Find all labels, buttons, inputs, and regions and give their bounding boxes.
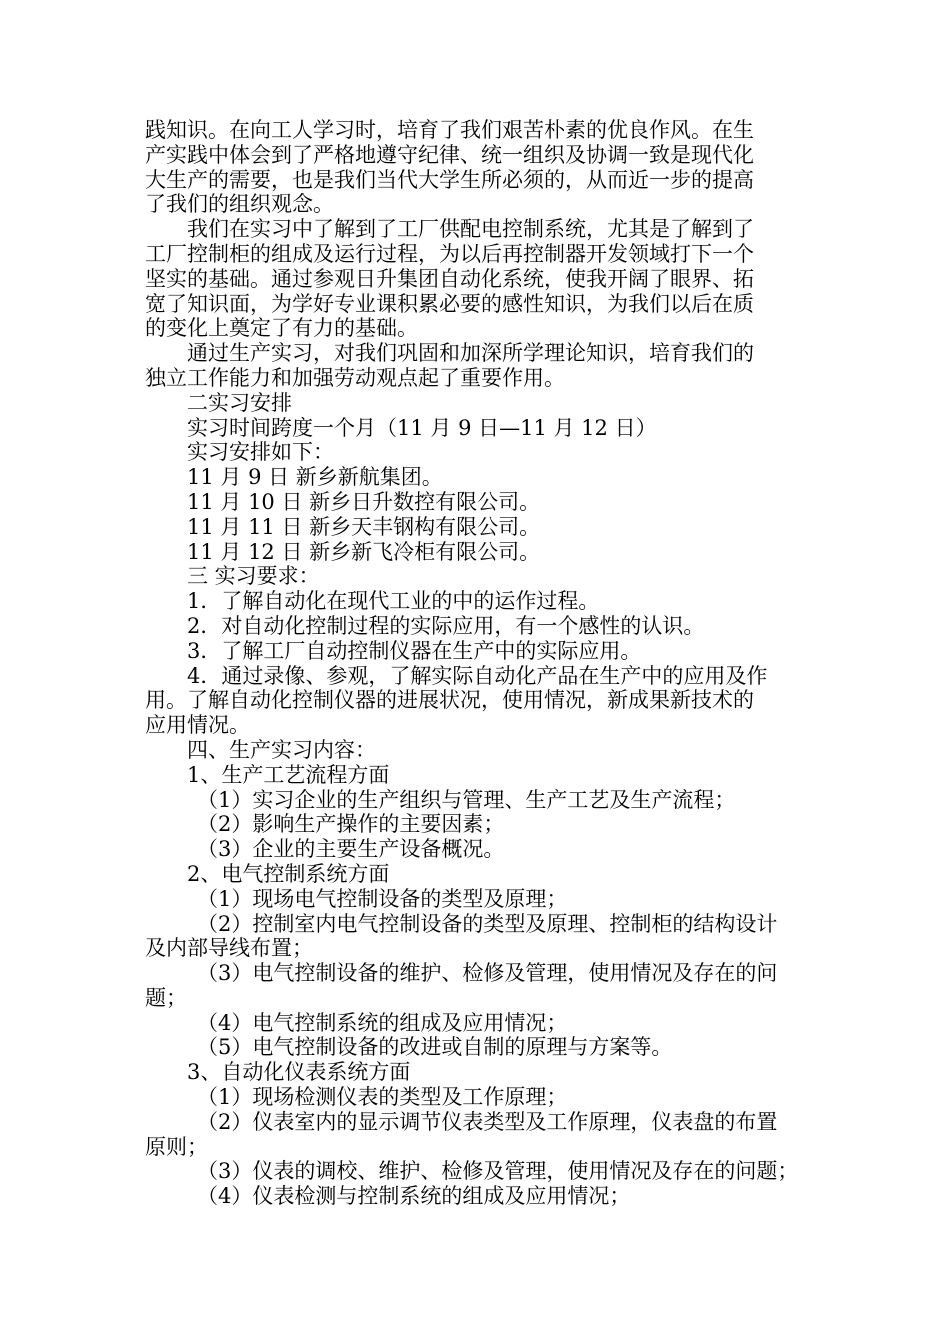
text-line: 大生产的需要，也是我们当代大学生所必须的，从而近一步的提高 — [145, 167, 754, 192]
text-line: 11 月 12 日 新乡新飞冷柜有限公司。 — [187, 539, 541, 564]
text-line: 宽了知识面，为学好专业课积累必要的感性知识，为我们以后在质 — [145, 291, 754, 316]
text-line: （1）现场检测仪表的类型及工作原理； — [197, 1085, 568, 1110]
text-line: 应用情况。 — [145, 713, 250, 738]
text-line: 坚实的基础。通过参观日升集团自动化系统，使我开阔了眼界、拓 — [145, 266, 754, 291]
text-line: 实习时间跨度一个月（11 月 9 日—11 月 12 日） — [187, 415, 657, 440]
text-line: 三 实习要求： — [187, 564, 320, 589]
text-line: 11 月 9 日 新乡新航集团。 — [187, 465, 443, 490]
text-line: 践知识。在向工人学习时，培育了我们艰苦朴素的优良作风。在生 — [145, 118, 754, 142]
text-line: 原则； — [145, 1134, 208, 1159]
text-line: 了我们的组织观念。 — [145, 192, 334, 217]
text-line: 1、生产工艺流程方面 — [187, 762, 390, 787]
text-line: 11 月 11 日 新乡天丰钢构有限公司。 — [187, 514, 541, 539]
text-line: 2、电气控制系统方面 — [187, 861, 390, 886]
text-line: 实习安排如下： — [187, 440, 334, 465]
text-line: （1）现场电气控制设备的类型及原理； — [197, 886, 568, 911]
text-line: （1）实习企业的生产组织与管理、生产工艺及生产流程； — [197, 787, 736, 812]
text-line: 产实践中体会到了严格地遵守纪律、统一组织及协调一致是现代化 — [145, 142, 754, 167]
text-line: （4）电气控制系统的组成及应用情况； — [197, 1010, 568, 1035]
text-line: （3）仪表的调校、维护、检修及管理，使用情况及存在的问题； — [197, 1159, 799, 1184]
text-line: （5）电气控制设备的改进或自制的原理与方案等。 — [197, 1035, 673, 1060]
text-line: 通过生产实习，对我们巩固和加深所学理论知识，培育我们的 — [187, 341, 754, 366]
text-line: 二实习安排 — [187, 390, 292, 415]
text-line: 用。了解自动化控制仪器的进展状况，使用情况，新成果新技术的 — [145, 688, 754, 713]
text-line: 3、自动化仪表系统方面 — [187, 1060, 411, 1085]
text-line: （2）影响生产操作的主要因素； — [197, 812, 505, 837]
text-line: （2）控制室内电气控制设备的类型及原理、控制柜的结构设计 — [197, 911, 778, 936]
text-line: 我们在实习中了解到了工厂供配电控制系统，尤其是了解到了 — [187, 217, 754, 242]
text-line: 1．了解自动化在现代工业的中的运作过程。 — [187, 589, 600, 614]
text-line: 四、生产实习内容： — [187, 737, 376, 762]
text-line: 2．对自动化控制过程的实际应用，有一个感性的认识。 — [187, 613, 705, 638]
text-line: （3）企业的主要生产设备概况。 — [197, 837, 505, 862]
text-line: 工厂控制柜的组成及运行过程，为以后再控制器开发领域打下一个 — [145, 241, 754, 266]
text-line: 3．了解工厂自动控制仪器在生产中的实际应用。 — [187, 638, 642, 663]
text-line: （3）电气控制设备的维护、检修及管理，使用情况及存在的问 — [197, 961, 778, 986]
text-line: 的变化上奠定了有力的基础。 — [145, 316, 418, 341]
text-line: 11 月 10 日 新乡日升数控有限公司。 — [187, 489, 541, 514]
text-line: 独立工作能力和加强劳动观点起了重要作用。 — [145, 365, 565, 390]
text-line: （2）仪表室内的显示调节仪表类型及工作原理，仪表盘的布置 — [197, 1109, 778, 1134]
text-line: 题； — [145, 985, 187, 1010]
document-body — [145, 118, 810, 1209]
text-line: （4）仪表检测与控制系统的组成及应用情况； — [197, 1184, 631, 1209]
text-line: 及内部导线布置； — [145, 936, 313, 961]
text-line: 4．通过录像、参观，了解实际自动化产品在生产中的应用及作 — [187, 663, 768, 688]
